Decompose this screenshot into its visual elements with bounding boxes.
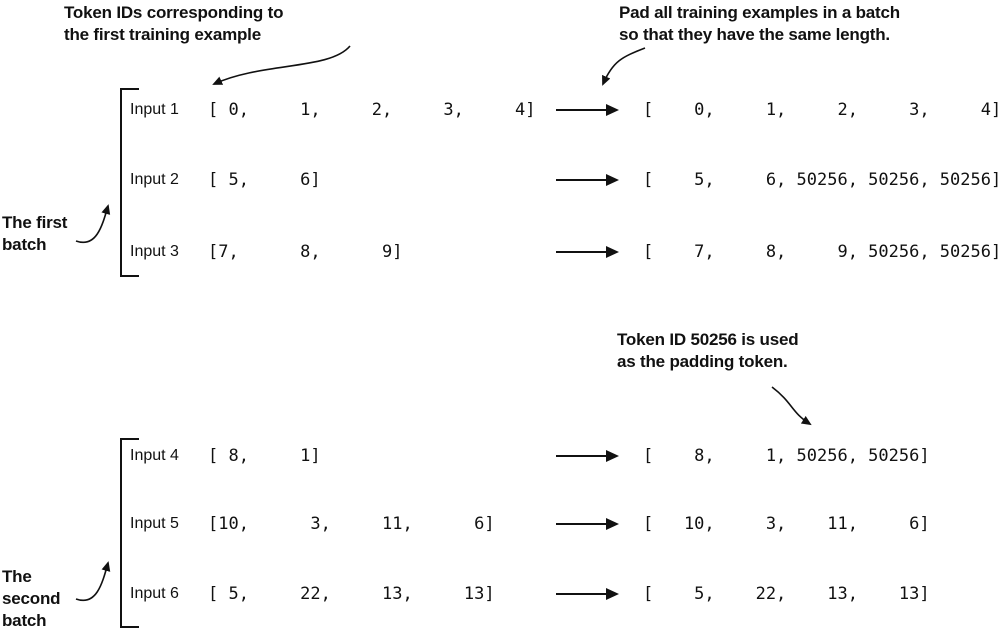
input-1-tokens: [ 0, 1, 2, 3, 4]: [208, 100, 536, 120]
transform-arrow-icon: [556, 179, 606, 181]
annotation-padding: [619, 2, 900, 46]
annotation-padding-line2: so that they have the same length.: [619, 25, 890, 44]
annotation-pad-token: [617, 329, 798, 373]
annotation-pad-token-line1: Token ID 50256 is used: [617, 330, 799, 349]
row-input-2: [0, 169, 1007, 191]
input-4-tokens: [ 8, 1]: [208, 446, 321, 466]
transform-arrow-icon: [556, 523, 606, 525]
annotation-token-ids-line1: Token IDs corresponding to: [64, 3, 284, 22]
input-4-label: Input 4: [130, 447, 179, 464]
input-6-tokens: [ 5, 22, 13, 13]: [208, 584, 495, 604]
input-6-padded-tokens: [ 5, 22, 13, 13]: [643, 584, 930, 604]
input-1-label: Input 1: [130, 101, 179, 118]
input-1-padded-tokens: [ 0, 1, 2, 3, 4]: [643, 100, 1002, 120]
row-input-4: [0, 445, 1007, 467]
input-2-padded-tokens: [ 5, 6, 50256, 50256, 50256]: [643, 170, 1002, 190]
row-input-1: [0, 99, 1007, 121]
transform-arrow-icon: [556, 455, 606, 457]
curved-arrow-padding-icon: [603, 48, 645, 84]
input-2-tokens: [ 5, 6]: [208, 170, 321, 190]
input-6-label: Input 6: [130, 585, 179, 602]
annotation-token-ids: [64, 2, 283, 46]
second-batch-label-line1: The: [2, 567, 32, 586]
input-5-padded-tokens: [ 10, 3, 11, 6]: [643, 514, 930, 534]
curved-arrow-pad-token-icon: [772, 387, 810, 424]
input-3-label: Input 3: [130, 243, 179, 260]
curved-arrow-first-batch-icon: [76, 206, 108, 242]
input-3-padded-tokens: [ 7, 8, 9, 50256, 50256]: [643, 242, 1002, 262]
first-batch-label-line2: batch: [2, 235, 47, 254]
input-3-tokens: [7, 8, 9]: [208, 242, 403, 262]
input-5-tokens: [10, 3, 11, 6]: [208, 514, 495, 534]
transform-arrow-icon: [556, 593, 606, 595]
transform-arrow-icon: [556, 251, 606, 253]
input-2-label: Input 2: [130, 171, 179, 188]
input-5-label: Input 5: [130, 515, 179, 532]
input-4-padded-tokens: [ 8, 1, 50256, 50256]: [643, 446, 930, 466]
annotation-padding-line1: Pad all training examples in a batch: [619, 3, 900, 22]
second-batch-label-line3: batch: [2, 611, 47, 630]
row-input-6: [0, 583, 1007, 605]
transform-arrow-icon: [556, 109, 606, 111]
row-input-3: [0, 241, 1007, 263]
first-batch-label-line1: The first: [2, 213, 68, 232]
curved-arrow-token-ids-icon: [214, 46, 350, 84]
annotation-token-ids-line2: the first training example: [64, 25, 261, 44]
second-batch-label-line2: second: [2, 589, 61, 608]
row-input-5: [0, 513, 1007, 535]
annotation-pad-token-line2: as the padding token.: [617, 352, 788, 371]
